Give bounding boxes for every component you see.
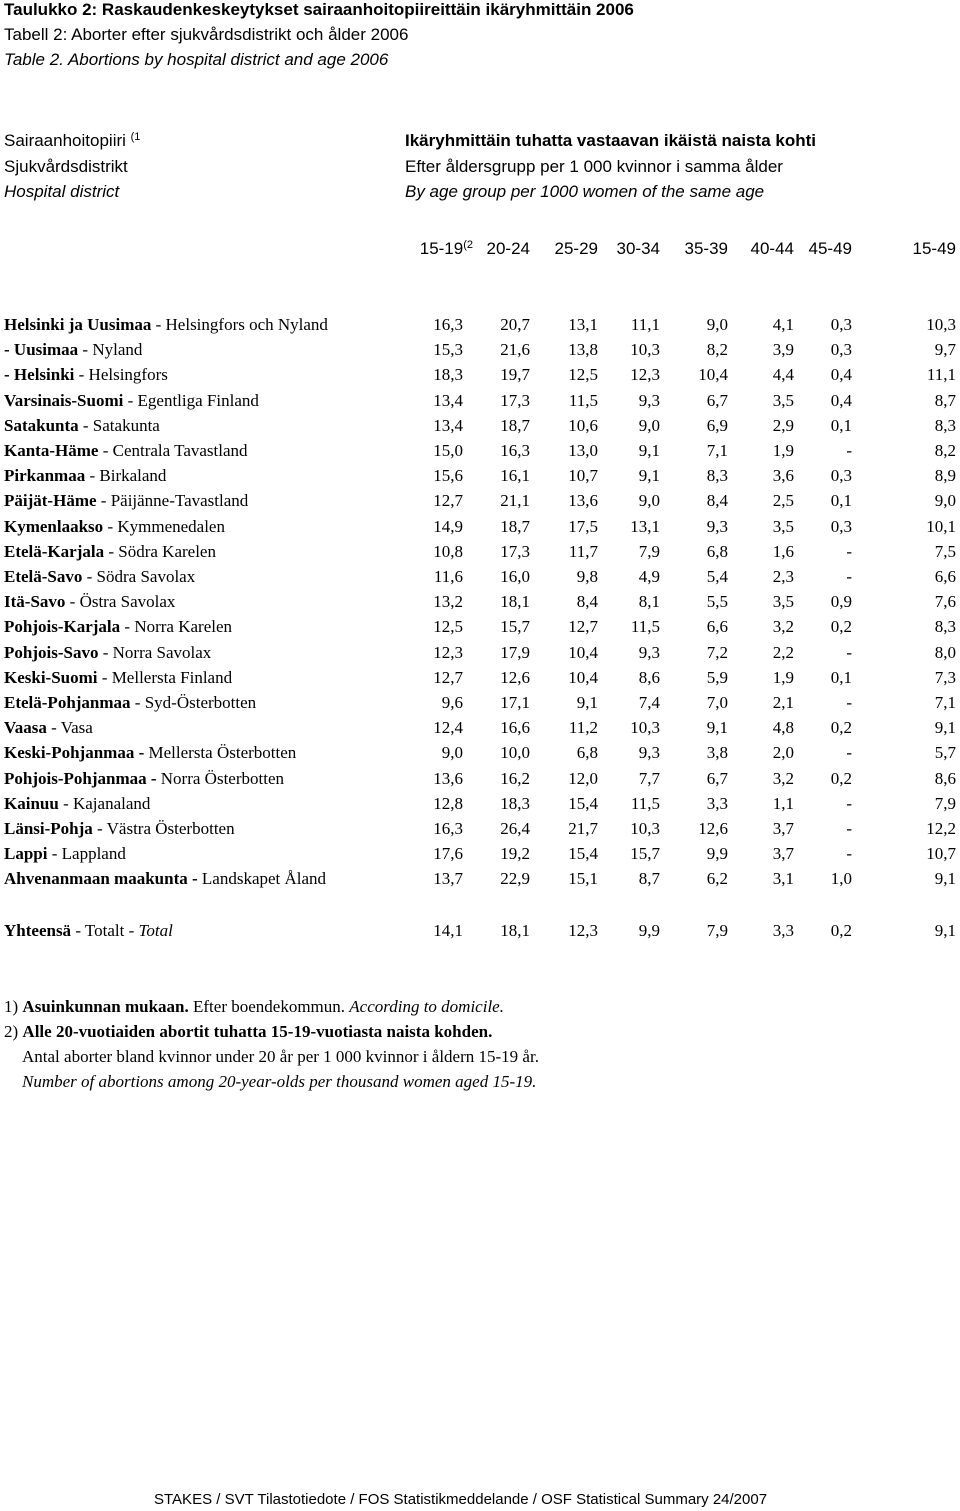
row-label: Kanta-Häme - Centrala Tavastland (4, 441, 248, 460)
table-cell: 5,7 (934, 743, 956, 762)
row-label: Yhteensä - Totalt - Total (4, 921, 173, 940)
table-cell: 13,7 (433, 869, 463, 888)
table-cell: 18,3 (433, 365, 463, 384)
table-cell: 18,1 (500, 921, 530, 940)
table-cell: 21,1 (500, 491, 530, 510)
table-cell: 8,3 (934, 416, 956, 435)
table-cell: 5,9 (706, 668, 728, 687)
table-cell: 5,4 (706, 567, 728, 586)
row-label: Etelä-Karjala - Södra Karelen (4, 542, 216, 561)
table-cell: 8,7 (934, 391, 956, 410)
table-cell: 11,1 (630, 315, 660, 334)
table-cell: 0,2 (830, 718, 852, 737)
footnote-2-en: Number of abortions among 20-year-olds per thousand women aged 15-19. (22, 1072, 537, 1091)
table-cell: 6,7 (706, 391, 728, 410)
table-cell: 3,6 (772, 466, 794, 485)
table-cell: 21,6 (500, 340, 530, 359)
table-title-en: Table 2. Abortions by hospital district and age 2006 (4, 50, 389, 69)
column-header: 45-49 (808, 239, 852, 258)
table-cell: 19,2 (500, 844, 530, 863)
table-cell: 9,1 (638, 466, 660, 485)
table-cell: 6,2 (706, 869, 728, 888)
table-cell: 12,6 (500, 668, 530, 687)
table-cell: 10,4 (568, 643, 598, 662)
table-cell: 10,8 (433, 542, 463, 561)
table-cell: 0,2 (830, 769, 852, 788)
row-label: Kymenlaakso - Kymmenedalen (4, 517, 225, 536)
table-cell: 9,8 (576, 567, 598, 586)
table-cell: 13,1 (630, 517, 660, 536)
table-cell: 8,4 (706, 491, 728, 510)
table-cell: 7,9 (638, 542, 660, 561)
table-cell: 6,8 (576, 743, 598, 762)
table-cell: 9,1 (638, 441, 660, 460)
table-cell: 17,3 (500, 391, 530, 410)
page-footer: STAKES / SVT Tilastotiedote / FOS Statistikmeddelande / OSF Statistical Summary 24/2007 (154, 1491, 768, 1508)
table-cell: - (846, 819, 852, 838)
column-header: 25-29 (554, 239, 598, 258)
table-cell: 13,1 (568, 315, 598, 334)
table-cell: 15,0 (433, 441, 463, 460)
table-cell: 6,7 (706, 769, 728, 788)
table-cell: 1,0 (830, 869, 852, 888)
table-cell: - (846, 567, 852, 586)
row-label: Länsi-Pohja - Västra Österbotten (4, 819, 235, 838)
table-cell: 11,5 (568, 391, 598, 410)
table-cell: 17,9 (500, 643, 530, 662)
table-cell: 16,3 (433, 819, 463, 838)
row-label: Vaasa - Vasa (4, 718, 93, 737)
table-cell: 2,1 (772, 693, 794, 712)
table-cell: 21,7 (568, 819, 598, 838)
row-label: Etelä-Pohjanmaa - Syd-Österbotten (4, 693, 257, 712)
column-header: 15-19$^{(2}$ (419, 239, 473, 258)
table-cell: 7,9 (706, 921, 728, 940)
table-cell: 0,4 (830, 391, 852, 410)
table-cell: 9,9 (706, 844, 728, 863)
table-cell: 4,9 (638, 567, 660, 586)
table-cell: 9,1 (934, 718, 956, 737)
table-cell: 8,3 (706, 466, 728, 485)
table-cell: - (846, 693, 852, 712)
table-cell: 10,0 (500, 743, 530, 762)
row-label: Lappi - Lappland (4, 844, 126, 863)
table-cell: 3,3 (706, 794, 728, 813)
table-cell: 18,7 (500, 416, 530, 435)
table-cell: 10,3 (630, 718, 660, 737)
table-cell: 9,7 (934, 340, 956, 359)
table-cell: 11,7 (568, 542, 598, 561)
table-cell: 3,7 (772, 819, 794, 838)
table-cell: 9,1 (576, 693, 598, 712)
table-cell: 12,5 (433, 617, 463, 636)
table-cell: 14,1 (433, 921, 463, 940)
table-cell: 17,1 (500, 693, 530, 712)
table-cell: 15,3 (433, 340, 463, 359)
table-cell: 2,9 (772, 416, 794, 435)
table-cell: 0,3 (830, 315, 852, 334)
table-cell: 16,3 (500, 441, 530, 460)
table-cell: 12,6 (698, 819, 728, 838)
table-cell: 8,3 (934, 617, 956, 636)
column-header: 40-44 (750, 239, 794, 258)
table-cell: 7,9 (934, 794, 956, 813)
table-cell: 9,3 (638, 643, 660, 662)
footnote-2-sv: Antal aborter bland kvinnor under 20 år per 1 000 kvinnor i åldern 15-19 år. (22, 1047, 539, 1066)
row-label: Pirkanmaa - Birkaland (4, 466, 167, 485)
table-cell: 4,1 (772, 315, 794, 334)
district-header-sv: Sjukvårdsdistrikt (4, 157, 128, 176)
table-cell: 6,8 (706, 542, 728, 561)
table-cell: 9,1 (934, 869, 956, 888)
table-cell: 13,2 (433, 592, 463, 611)
table-cell: 3,7 (772, 844, 794, 863)
table-cell: 9,6 (441, 693, 463, 712)
table-cell: 7,2 (706, 643, 728, 662)
table-cell: 9,9 (638, 921, 660, 940)
table-cell: 13,6 (568, 491, 598, 510)
table-cell: 7,5 (934, 542, 956, 561)
measure-header-fi: Ikäryhmittäin tuhatta vastaavan ikäistä naista kohti (405, 131, 816, 150)
table-cell: 3,5 (772, 592, 794, 611)
table-cell: 0,9 (830, 592, 852, 611)
table-cell: 4,4 (772, 365, 794, 384)
column-header: 35-39 (684, 239, 728, 258)
table-cell: 1,6 (772, 542, 794, 561)
table-cell: 10,7 (568, 466, 598, 485)
table-cell: 15,4 (568, 844, 598, 863)
table-cell: 12,3 (433, 643, 463, 662)
table-cell: 0,3 (830, 340, 852, 359)
table-cell: 8,1 (638, 592, 660, 611)
table-cell: 16,1 (500, 466, 530, 485)
table-cell: 6,6 (934, 567, 956, 586)
table-cell: 26,4 (500, 819, 530, 838)
table-cell: 10,3 (630, 819, 660, 838)
row-label: Helsinki ja Uusimaa - Helsingfors och Nyland (4, 315, 328, 334)
table-cell: 19,7 (500, 365, 530, 384)
table-cell: 11,5 (630, 617, 660, 636)
row-label: Ahvenanmaan maakunta - Landskapet Åland (4, 869, 327, 888)
column-header: 30-34 (616, 239, 660, 258)
table-cell: 12,5 (568, 365, 598, 384)
table-cell: 0,1 (830, 668, 852, 687)
table-cell: 14,9 (433, 517, 463, 536)
table-title-fi: Taulukko 2: Raskaudenkeskeytykset sairaanhoitopiireittäin ikäryhmittäin 2006 (4, 0, 634, 19)
table-cell: 7,1 (706, 441, 728, 460)
table-cell: 22,9 (500, 869, 530, 888)
row-label: Varsinais-Suomi - Egentliga Finland (4, 391, 259, 410)
table-cell: 3,2 (772, 769, 794, 788)
table-cell: 0,1 (830, 416, 852, 435)
table-cell: 10,1 (926, 517, 956, 536)
table-cell: 3,2 (772, 617, 794, 636)
table-cell: 3,1 (772, 869, 794, 888)
table-cell: 16,6 (500, 718, 530, 737)
table-cell: 12,7 (433, 668, 463, 687)
table-cell: 3,5 (772, 517, 794, 536)
table-cell: 9,1 (706, 718, 728, 737)
row-label: Kainuu - Kajanaland (4, 794, 151, 813)
table-cell: 10,7 (926, 844, 956, 863)
row-label: - Uusimaa - Nyland (4, 340, 143, 359)
table-cell: 17,6 (433, 844, 463, 863)
table-cell: 5,5 (706, 592, 728, 611)
table-cell: 9,0 (638, 416, 660, 435)
table-cell: 15,1 (568, 869, 598, 888)
table-cell: 10,6 (568, 416, 598, 435)
table-cell: 16,0 (500, 567, 530, 586)
table-cell: 16,2 (500, 769, 530, 788)
table-cell: 12,3 (630, 365, 660, 384)
table-cell: 12,0 (568, 769, 598, 788)
table-cell: 9,0 (706, 315, 728, 334)
table-cell: 0,2 (830, 617, 852, 636)
table-cell: 7,0 (706, 693, 728, 712)
table-cell: 9,3 (638, 743, 660, 762)
table-cell: 0,3 (830, 517, 852, 536)
table-cell: 10,4 (698, 365, 728, 384)
table-cell: 9,0 (441, 743, 463, 762)
table-cell: 8,7 (638, 869, 660, 888)
table-cell: 7,4 (638, 693, 660, 712)
footnote-1: 1) Asuinkunnan mukaan. Efter boendekommun. According to domicile. (4, 997, 504, 1016)
table-cell: 6,9 (706, 416, 728, 435)
column-header: 15-49 (912, 239, 956, 258)
table-cell: 18,1 (500, 592, 530, 611)
table-cell: - (846, 743, 852, 762)
table-cell: 2,3 (772, 567, 794, 586)
table-cell: 10,3 (630, 340, 660, 359)
table-cell: - (846, 844, 852, 863)
table-cell: 8,9 (934, 466, 956, 485)
table-cell: 7,1 (934, 693, 956, 712)
table-cell: 12,2 (926, 819, 956, 838)
row-label: - Helsinki - Helsingfors (4, 365, 168, 384)
table-cell: 16,3 (433, 315, 463, 334)
district-header-en: Hospital district (4, 182, 120, 201)
table-cell: 13,6 (433, 769, 463, 788)
table-cell: 15,7 (630, 844, 660, 863)
table-cell: 9,3 (638, 391, 660, 410)
table-cell: 13,8 (568, 340, 598, 359)
table-cell: 15,7 (500, 617, 530, 636)
table-cell: 2,5 (772, 491, 794, 510)
table-cell: 13,0 (568, 441, 598, 460)
table-cell: 15,6 (433, 466, 463, 485)
row-label: Etelä-Savo - Södra Savolax (4, 567, 196, 586)
table-cell: 8,6 (638, 668, 660, 687)
table-cell: 1,9 (772, 668, 794, 687)
footnote-2: 2) Alle 20-vuotiaiden abortit tuhatta 15-19-vuotiasta naista kohden. (4, 1022, 493, 1041)
table-cell: 10,4 (568, 668, 598, 687)
table-cell: 1,1 (772, 794, 794, 813)
table-cell: 18,3 (500, 794, 530, 813)
table-cell: 4,8 (772, 718, 794, 737)
table-cell: 9,0 (934, 491, 956, 510)
table-cell: 8,4 (576, 592, 598, 611)
table-cell: 18,7 (500, 517, 530, 536)
table-cell: 11,5 (630, 794, 660, 813)
table-cell: 8,6 (934, 769, 956, 788)
table-cell: 9,3 (706, 517, 728, 536)
table-cell: - (846, 794, 852, 813)
column-header: 20-24 (486, 239, 530, 258)
table-cell: 11,6 (433, 567, 463, 586)
measure-header-sv: Efter åldersgrupp per 1 000 kvinnor i samma ålder (405, 157, 783, 176)
table-cell: 3,3 (772, 921, 794, 940)
table-cell: 1,9 (772, 441, 794, 460)
row-label: Päijät-Häme - Päijänne-Tavastland (4, 491, 249, 510)
table-title-sv: Tabell 2: Aborter efter sjukvårdsdistrikt och ålder 2006 (4, 25, 409, 44)
table-cell: 13,4 (433, 416, 463, 435)
table-cell: 10,3 (926, 315, 956, 334)
district-header-fi: Sairaanhoitopiiri $^{(1}$ (4, 131, 141, 150)
table-cell: 17,5 (568, 517, 598, 536)
row-label: Keski-Pohjanmaa - Mellersta Österbotten (4, 743, 297, 762)
row-label: Pohjois-Savo - Norra Savolax (4, 643, 212, 662)
table-cell: 6,6 (706, 617, 728, 636)
table-cell: 0,1 (830, 491, 852, 510)
table-cell: 7,6 (934, 592, 956, 611)
table-cell: - (846, 643, 852, 662)
table-cell: 3,8 (706, 743, 728, 762)
table-cell: 20,7 (500, 315, 530, 334)
table-cell: 12,8 (433, 794, 463, 813)
table-cell: 2,0 (772, 743, 794, 762)
table-cell: 3,9 (772, 340, 794, 359)
row-label: Pohjois-Pohjanmaa - Norra Österbotten (4, 769, 284, 788)
table-cell: 13,4 (433, 391, 463, 410)
table-cell: 0,3 (830, 466, 852, 485)
table-cell: 0,2 (830, 921, 852, 940)
table-cell: 7,3 (934, 668, 956, 687)
table-cell: - (846, 441, 852, 460)
row-label: Satakunta - Satakunta (4, 416, 160, 435)
table-cell: 8,2 (706, 340, 728, 359)
table-cell: 2,2 (772, 643, 794, 662)
row-label: Pohjois-Karjala - Norra Karelen (4, 617, 233, 636)
table-cell: 17,3 (500, 542, 530, 561)
measure-header-en: By age group per 1000 women of the same age (405, 182, 765, 201)
table-cell: 9,0 (638, 491, 660, 510)
table-cell: 7,7 (638, 769, 660, 788)
row-label: Itä-Savo - Östra Savolax (4, 592, 176, 611)
table-cell: 15,4 (568, 794, 598, 813)
table-cell: 0,4 (830, 365, 852, 384)
table-cell: 12,7 (433, 491, 463, 510)
table-cell: 12,3 (568, 921, 598, 940)
table-cell: 8,0 (934, 643, 956, 662)
table-cell: 12,4 (433, 718, 463, 737)
row-label: Keski-Suomi - Mellersta Finland (4, 668, 233, 687)
table-cell: 11,2 (568, 718, 598, 737)
table-cell: 12,7 (568, 617, 598, 636)
table-cell: 3,5 (772, 391, 794, 410)
table-cell: 9,1 (934, 921, 956, 940)
table-cell: 11,1 (926, 365, 956, 384)
table-cell: 8,2 (934, 441, 956, 460)
table-cell: - (846, 542, 852, 561)
